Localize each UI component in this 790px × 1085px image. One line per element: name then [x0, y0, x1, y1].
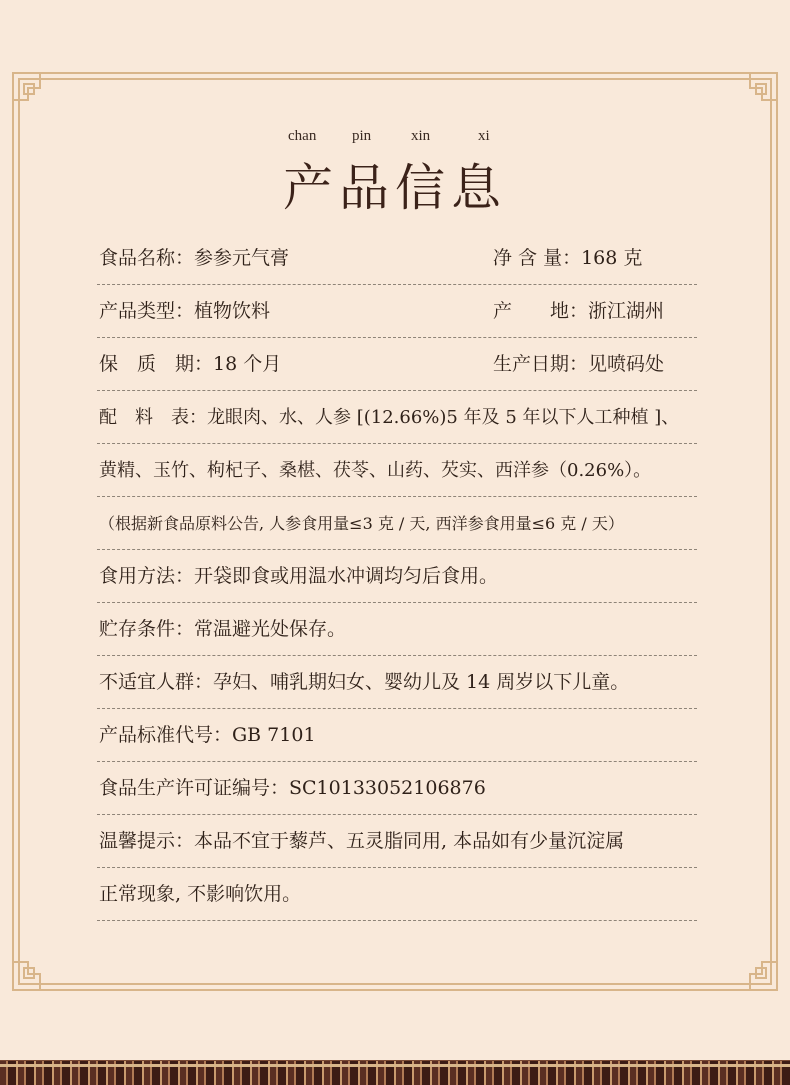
info-row	[97, 497, 697, 550]
info-label-value: 食品名称：参参元气膏	[99, 247, 290, 269]
decorative-pattern-band	[0, 1060, 790, 1085]
info-label-value: 产 地：浙江湖州	[493, 300, 665, 322]
info-row	[97, 338, 697, 391]
info-note: （根据新食品原料公告, 人参食用量≤3 克 / 天, 西洋参食用量≤6 克 / 天）	[99, 514, 624, 533]
info-label-value: 产品标准代号：GB 7101	[99, 724, 316, 746]
info-label-value: 不适宜人群：孕妇、哺乳期妇女、婴幼儿及 14 周岁以下儿童。	[99, 671, 630, 693]
info-row	[97, 285, 697, 338]
pinyin-syllable: chan	[288, 128, 317, 144]
info-row	[97, 391, 697, 444]
info-label-value: 生产日期：见喷码处	[493, 353, 665, 375]
page-title: 产品信息	[283, 159, 507, 217]
info-row	[97, 550, 697, 603]
info-row	[97, 232, 697, 285]
info-label-value: 产品类型：植物饮料	[99, 300, 271, 322]
info-row	[97, 868, 697, 921]
info-row	[97, 603, 697, 656]
info-label-value: 黄精、玉竹、枸杞子、桑椹、茯苓、山药、芡实、西洋参（0.26%）。	[99, 460, 652, 481]
info-row	[97, 815, 697, 868]
info-row	[97, 656, 697, 709]
info-label-value: 食用方法：开袋即食或用温水冲调均匀后食用。	[99, 565, 499, 587]
pinyin-syllable: xin	[411, 128, 431, 144]
title-pinyin	[0, 128, 790, 148]
info-label-value: 食品生产许可证编号：SC10133052106876	[99, 777, 486, 799]
info-row	[97, 444, 697, 497]
info-row	[97, 709, 697, 762]
info-label-value: 保 质 期：18 个月	[99, 353, 282, 375]
info-label-value: 贮存条件：常温避光处保存。	[99, 618, 347, 640]
info-label-value: 净 含 量：168 克	[493, 247, 643, 269]
info-label-value: 配 料 表：龙眼肉、水、人参 [(12.66%)5 年及 5 年以下人工种植 ]、	[99, 407, 680, 428]
pinyin-syllable: pin	[352, 128, 372, 144]
pinyin-syllable: xi	[478, 128, 490, 144]
info-row	[97, 762, 697, 815]
info-label-value: 正常现象, 不影响饮用。	[99, 883, 302, 905]
info-label-value: 温馨提示：本品不宜于藜芦、五灵脂同用, 本品如有少量沉淀属	[99, 830, 625, 852]
